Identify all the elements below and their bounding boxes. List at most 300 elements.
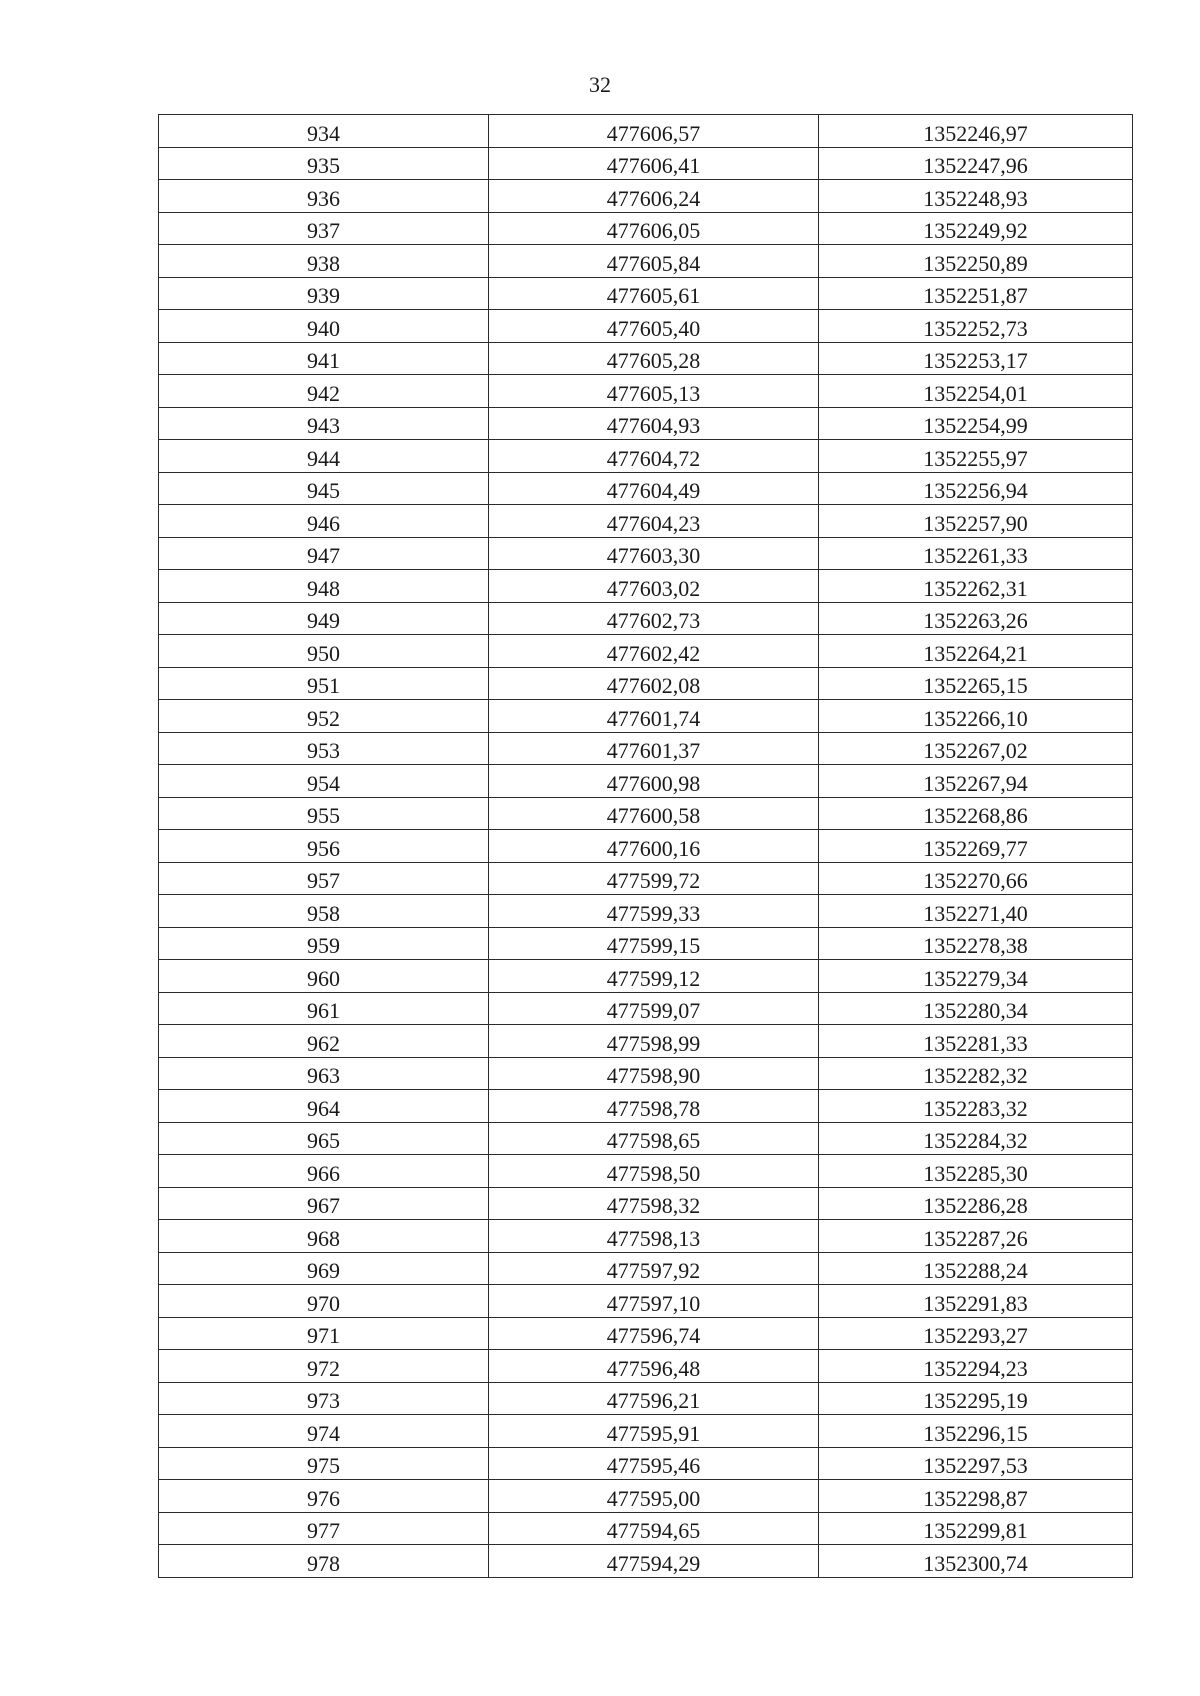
y-coordinate-cell <box>819 245 1133 278</box>
y-coordinate-text: 1352261,33 <box>923 543 1028 568</box>
x-coordinate-text: 477598,50 <box>606 1160 701 1186</box>
table-row <box>159 992 1133 1025</box>
coordinates-table-body <box>159 115 1133 1578</box>
point-number-text: 977 <box>307 1518 340 1543</box>
point-number-cell <box>159 895 489 928</box>
point-number-cell <box>159 862 489 895</box>
y-coordinate-cell <box>819 1545 1133 1578</box>
x-coordinate-cell <box>489 245 819 278</box>
point-number-cell <box>159 1512 489 1545</box>
table-row <box>159 1220 1133 1253</box>
x-coordinate-cell <box>489 212 819 245</box>
point-number-text: 976 <box>307 1485 340 1511</box>
table-row <box>159 1187 1133 1220</box>
x-coordinate-text: 477603,30 <box>606 543 701 568</box>
x-coordinate-cell <box>489 797 819 830</box>
table-row <box>159 375 1133 408</box>
x-coordinate-text: 477606,41 <box>606 153 701 178</box>
point-number-text: 952 <box>307 705 340 731</box>
x-coordinate-cell <box>489 1447 819 1480</box>
point-number-cell <box>159 1090 489 1123</box>
y-coordinate-cell <box>819 732 1133 765</box>
x-coordinate-text: 477602,08 <box>606 673 701 698</box>
x-coordinate-cell <box>489 310 819 343</box>
y-coordinate-text: 1352282,32 <box>923 1063 1028 1088</box>
x-coordinate-cell <box>489 277 819 310</box>
table-row <box>159 862 1133 895</box>
y-coordinate-text: 1352256,94 <box>923 478 1028 503</box>
x-coordinate-text: 477601,37 <box>606 738 701 763</box>
x-coordinate-cell <box>489 472 819 505</box>
y-coordinate-cell <box>819 1220 1133 1253</box>
point-number-cell <box>159 992 489 1025</box>
point-number-cell <box>159 310 489 343</box>
x-coordinate-cell <box>489 407 819 440</box>
x-coordinate-cell <box>489 440 819 473</box>
point-number-text: 946 <box>307 510 340 536</box>
y-coordinate-cell <box>819 1382 1133 1415</box>
table-row <box>159 1057 1133 1090</box>
y-coordinate-cell <box>819 635 1133 668</box>
y-coordinate-cell <box>819 277 1133 310</box>
y-coordinate-text: 1352300,74 <box>923 1550 1028 1576</box>
y-coordinate-text: 1352296,15 <box>923 1420 1028 1446</box>
point-number-text: 948 <box>307 575 340 601</box>
x-coordinate-text: 477601,74 <box>606 705 701 731</box>
table-row <box>159 505 1133 538</box>
table-row <box>159 1350 1133 1383</box>
point-number-cell <box>159 765 489 798</box>
table-row <box>159 1382 1133 1415</box>
x-coordinate-cell <box>489 1350 819 1383</box>
table-row <box>159 732 1133 765</box>
x-coordinate-text: 477600,58 <box>606 803 701 828</box>
y-coordinate-text: 1352293,27 <box>923 1323 1028 1348</box>
x-coordinate-text: 477605,40 <box>606 315 701 341</box>
table-row <box>159 342 1133 375</box>
table-row <box>159 537 1133 570</box>
table-row <box>159 407 1133 440</box>
y-coordinate-text: 1352270,66 <box>923 868 1028 893</box>
x-coordinate-cell <box>489 1187 819 1220</box>
y-coordinate-cell <box>819 927 1133 960</box>
y-coordinate-text: 1352287,26 <box>923 1225 1028 1251</box>
x-coordinate-cell <box>489 700 819 733</box>
table-row <box>159 245 1133 278</box>
point-number-text: 956 <box>307 835 340 861</box>
table-row <box>159 830 1133 863</box>
x-coordinate-text: 477595,46 <box>606 1453 701 1478</box>
x-coordinate-cell <box>489 1122 819 1155</box>
x-coordinate-text: 477606,24 <box>606 185 701 211</box>
x-coordinate-cell <box>489 1545 819 1578</box>
table-row <box>159 1447 1133 1480</box>
x-coordinate-text: 477602,42 <box>606 640 701 666</box>
point-number-text: 949 <box>307 608 340 633</box>
x-coordinate-text: 477604,72 <box>606 445 701 471</box>
table-row <box>159 960 1133 993</box>
x-coordinate-text: 477604,23 <box>606 510 701 536</box>
y-coordinate-cell <box>819 1480 1133 1513</box>
y-coordinate-text: 1352269,77 <box>923 835 1028 861</box>
x-coordinate-text: 477599,33 <box>606 900 701 926</box>
y-coordinate-text: 1352284,32 <box>923 1128 1028 1153</box>
point-number-cell <box>159 732 489 765</box>
x-coordinate-text: 477605,61 <box>606 283 701 308</box>
y-coordinate-cell <box>819 1415 1133 1448</box>
point-number-text: 969 <box>307 1258 340 1283</box>
point-number-text: 935 <box>307 153 340 178</box>
y-coordinate-text: 1352254,99 <box>923 413 1028 438</box>
table-row <box>159 1480 1133 1513</box>
table-row <box>159 797 1133 830</box>
y-coordinate-text: 1352291,83 <box>923 1290 1028 1316</box>
y-coordinate-text: 1352297,53 <box>923 1453 1028 1478</box>
point-number-cell <box>159 147 489 180</box>
x-coordinate-cell <box>489 505 819 538</box>
point-number-text: 954 <box>307 770 340 796</box>
x-coordinate-cell <box>489 992 819 1025</box>
point-number-cell <box>159 927 489 960</box>
x-coordinate-text: 477598,99 <box>606 1030 701 1056</box>
point-number-text: 958 <box>307 900 340 926</box>
table-row <box>159 927 1133 960</box>
point-number-cell <box>159 1057 489 1090</box>
y-coordinate-cell <box>819 440 1133 473</box>
y-coordinate-cell <box>819 765 1133 798</box>
table-row <box>159 1122 1133 1155</box>
y-coordinate-cell <box>819 1187 1133 1220</box>
x-coordinate-cell <box>489 1025 819 1058</box>
x-coordinate-text: 477598,65 <box>606 1128 701 1153</box>
x-coordinate-text: 477595,91 <box>606 1420 701 1446</box>
point-number-text: 978 <box>307 1550 340 1576</box>
y-coordinate-cell <box>819 1122 1133 1155</box>
x-coordinate-cell <box>489 570 819 603</box>
y-coordinate-cell <box>819 895 1133 928</box>
table-row <box>159 765 1133 798</box>
x-coordinate-text: 477603,02 <box>606 575 701 601</box>
y-coordinate-text: 1352285,30 <box>923 1160 1028 1186</box>
table-row <box>159 180 1133 213</box>
point-number-cell <box>159 602 489 635</box>
point-number-cell <box>159 180 489 213</box>
x-coordinate-text: 477594,65 <box>606 1518 701 1543</box>
y-coordinate-text: 1352251,87 <box>923 283 1028 308</box>
y-coordinate-text: 1352254,01 <box>923 380 1028 406</box>
table-row <box>159 1155 1133 1188</box>
point-number-cell <box>159 635 489 668</box>
point-number-cell <box>159 1025 489 1058</box>
point-number-cell <box>159 960 489 993</box>
point-number-text: 951 <box>307 673 340 698</box>
point-number-text: 937 <box>307 218 340 243</box>
x-coordinate-cell <box>489 895 819 928</box>
x-coordinate-cell <box>489 1155 819 1188</box>
y-coordinate-text: 1352299,81 <box>923 1518 1028 1543</box>
x-coordinate-text: 477605,13 <box>606 380 701 406</box>
point-number-text: 953 <box>307 738 340 763</box>
x-coordinate-cell <box>489 1252 819 1285</box>
table-row <box>159 602 1133 635</box>
point-number-text: 961 <box>307 998 340 1023</box>
point-number-text: 934 <box>307 120 340 146</box>
point-number-text: 955 <box>307 803 340 828</box>
y-coordinate-cell <box>819 1155 1133 1188</box>
page-number: 32 <box>589 72 611 97</box>
point-number-text: 971 <box>307 1323 340 1348</box>
y-coordinate-text: 1352281,33 <box>923 1030 1028 1056</box>
y-coordinate-text: 1352267,02 <box>923 738 1028 763</box>
point-number-text: 936 <box>307 185 340 211</box>
point-number-cell <box>159 342 489 375</box>
y-coordinate-text: 1352286,28 <box>923 1193 1028 1218</box>
x-coordinate-cell <box>489 1382 819 1415</box>
y-coordinate-cell <box>819 1090 1133 1123</box>
point-number-cell <box>159 472 489 505</box>
y-coordinate-text: 1352246,97 <box>923 120 1028 146</box>
point-number-text: 939 <box>307 283 340 308</box>
x-coordinate-cell <box>489 960 819 993</box>
y-coordinate-text: 1352295,19 <box>923 1388 1028 1413</box>
y-coordinate-text: 1352252,73 <box>923 315 1028 341</box>
y-coordinate-cell <box>819 1512 1133 1545</box>
y-coordinate-text: 1352257,90 <box>923 510 1028 536</box>
y-coordinate-text: 1352288,24 <box>923 1258 1028 1283</box>
point-number-text: 960 <box>307 965 340 991</box>
x-coordinate-text: 477604,49 <box>606 478 701 503</box>
y-coordinate-text: 1352247,96 <box>923 153 1028 178</box>
point-number-cell <box>159 1122 489 1155</box>
table-row <box>159 1415 1133 1448</box>
y-coordinate-text: 1352298,87 <box>923 1485 1028 1511</box>
y-coordinate-cell <box>819 407 1133 440</box>
y-coordinate-cell <box>819 115 1133 148</box>
y-coordinate-cell <box>819 797 1133 830</box>
point-number-text: 965 <box>307 1128 340 1153</box>
point-number-cell <box>159 537 489 570</box>
point-number-text: 963 <box>307 1063 340 1088</box>
x-coordinate-text: 477605,28 <box>606 348 701 373</box>
x-coordinate-text: 477596,74 <box>606 1323 701 1348</box>
table-row <box>159 635 1133 668</box>
table-row <box>159 277 1133 310</box>
point-number-cell <box>159 1187 489 1220</box>
y-coordinate-text: 1352264,21 <box>923 640 1028 666</box>
table-row <box>159 1285 1133 1318</box>
y-coordinate-cell <box>819 212 1133 245</box>
y-coordinate-text: 1352268,86 <box>923 803 1028 828</box>
point-number-cell <box>159 212 489 245</box>
point-number-cell <box>159 1350 489 1383</box>
point-number-cell <box>159 375 489 408</box>
table-row <box>159 700 1133 733</box>
x-coordinate-text: 477599,07 <box>606 998 701 1023</box>
point-number-text: 972 <box>307 1355 340 1381</box>
x-coordinate-text: 477600,98 <box>606 770 701 796</box>
table-row <box>159 440 1133 473</box>
point-number-cell <box>159 245 489 278</box>
y-coordinate-text: 1352263,26 <box>923 608 1028 633</box>
y-coordinate-text: 1352262,31 <box>923 575 1028 601</box>
x-coordinate-cell <box>489 180 819 213</box>
y-coordinate-text: 1352250,89 <box>923 250 1028 276</box>
y-coordinate-cell <box>819 1057 1133 1090</box>
x-coordinate-text: 477604,93 <box>606 413 701 438</box>
y-coordinate-cell <box>819 667 1133 700</box>
x-coordinate-cell <box>489 732 819 765</box>
y-coordinate-cell <box>819 1350 1133 1383</box>
x-coordinate-text: 477598,13 <box>606 1225 701 1251</box>
y-coordinate-text: 1352249,92 <box>923 218 1028 243</box>
x-coordinate-text: 477599,12 <box>606 965 701 991</box>
point-number-cell <box>159 570 489 603</box>
x-coordinate-cell <box>489 1512 819 1545</box>
point-number-text: 942 <box>307 380 340 406</box>
y-coordinate-cell <box>819 147 1133 180</box>
x-coordinate-cell <box>489 1415 819 1448</box>
table-row <box>159 472 1133 505</box>
x-coordinate-text: 477602,73 <box>606 608 701 633</box>
table-row <box>159 115 1133 148</box>
y-coordinate-text: 1352278,38 <box>923 933 1028 958</box>
table-row <box>159 147 1133 180</box>
x-coordinate-cell <box>489 1317 819 1350</box>
y-coordinate-text: 1352280,34 <box>923 998 1028 1023</box>
point-number-cell <box>159 797 489 830</box>
table-row <box>159 212 1133 245</box>
x-coordinate-cell <box>489 927 819 960</box>
point-number-text: 959 <box>307 933 340 958</box>
y-coordinate-cell <box>819 342 1133 375</box>
x-coordinate-text: 477597,92 <box>606 1258 701 1283</box>
coordinates-table <box>158 114 1133 1578</box>
point-number-text: 950 <box>307 640 340 666</box>
y-coordinate-cell <box>819 992 1133 1025</box>
x-coordinate-cell <box>489 765 819 798</box>
x-coordinate-cell <box>489 1057 819 1090</box>
point-number-text: 967 <box>307 1193 340 1218</box>
x-coordinate-cell <box>489 342 819 375</box>
point-number-text: 947 <box>307 543 340 568</box>
y-coordinate-cell <box>819 700 1133 733</box>
table-row <box>159 310 1133 343</box>
point-number-cell <box>159 1382 489 1415</box>
x-coordinate-text: 477600,16 <box>606 835 701 861</box>
x-coordinate-text: 477595,00 <box>606 1485 701 1511</box>
x-coordinate-text: 477599,72 <box>606 868 701 893</box>
point-number-text: 957 <box>307 868 340 893</box>
y-coordinate-cell <box>819 1285 1133 1318</box>
point-number-text: 944 <box>307 445 340 471</box>
x-coordinate-cell <box>489 830 819 863</box>
point-number-cell <box>159 505 489 538</box>
point-number-cell <box>159 830 489 863</box>
x-coordinate-cell <box>489 1285 819 1318</box>
table-row <box>159 667 1133 700</box>
point-number-text: 945 <box>307 478 340 503</box>
point-number-text: 940 <box>307 315 340 341</box>
point-number-cell <box>159 1447 489 1480</box>
point-number-text: 975 <box>307 1453 340 1478</box>
point-number-text: 943 <box>307 413 340 438</box>
x-coordinate-cell <box>489 147 819 180</box>
x-coordinate-text: 477606,05 <box>606 218 701 243</box>
y-coordinate-cell <box>819 537 1133 570</box>
table-row <box>159 570 1133 603</box>
point-number-cell <box>159 1155 489 1188</box>
y-coordinate-cell <box>819 375 1133 408</box>
y-coordinate-cell <box>819 1317 1133 1350</box>
point-number-cell <box>159 1285 489 1318</box>
x-coordinate-cell <box>489 1220 819 1253</box>
y-coordinate-cell <box>819 1252 1133 1285</box>
table-row <box>159 1252 1133 1285</box>
y-coordinate-cell <box>819 602 1133 635</box>
y-coordinate-text: 1352248,93 <box>923 185 1028 211</box>
point-number-cell <box>159 1545 489 1578</box>
y-coordinate-cell <box>819 830 1133 863</box>
point-number-cell <box>159 1317 489 1350</box>
point-number-cell <box>159 115 489 148</box>
x-coordinate-text: 477594,29 <box>606 1550 701 1576</box>
point-number-cell <box>159 700 489 733</box>
y-coordinate-text: 1352271,40 <box>923 900 1028 926</box>
x-coordinate-cell <box>489 667 819 700</box>
y-coordinate-text: 1352255,97 <box>923 445 1028 471</box>
point-number-text: 968 <box>307 1225 340 1251</box>
x-coordinate-cell <box>489 537 819 570</box>
y-coordinate-cell <box>819 570 1133 603</box>
x-coordinate-text: 477598,90 <box>606 1063 701 1088</box>
y-coordinate-cell <box>819 1447 1133 1480</box>
table-row <box>159 1025 1133 1058</box>
y-coordinate-cell <box>819 1025 1133 1058</box>
y-coordinate-text: 1352267,94 <box>923 770 1028 796</box>
table-row <box>159 1512 1133 1545</box>
point-number-cell <box>159 1252 489 1285</box>
point-number-text: 938 <box>307 250 340 276</box>
x-coordinate-text: 477596,21 <box>606 1388 701 1413</box>
y-coordinate-cell <box>819 310 1133 343</box>
point-number-text: 966 <box>307 1160 340 1186</box>
point-number-text: 941 <box>307 348 340 373</box>
point-number-cell <box>159 440 489 473</box>
point-number-cell <box>159 277 489 310</box>
table-row <box>159 1545 1133 1578</box>
x-coordinate-text: 477597,10 <box>606 1290 701 1316</box>
y-coordinate-text: 1352279,34 <box>923 965 1028 991</box>
point-number-cell <box>159 1480 489 1513</box>
x-coordinate-cell <box>489 1480 819 1513</box>
table-row <box>159 1090 1133 1123</box>
y-coordinate-cell <box>819 960 1133 993</box>
x-coordinate-cell <box>489 1090 819 1123</box>
x-coordinate-text: 477598,32 <box>606 1193 701 1218</box>
table-row <box>159 1317 1133 1350</box>
y-coordinate-cell <box>819 180 1133 213</box>
x-coordinate-cell <box>489 862 819 895</box>
point-number-text: 973 <box>307 1388 340 1413</box>
x-coordinate-text: 477596,48 <box>606 1355 701 1381</box>
y-coordinate-cell <box>819 472 1133 505</box>
point-number-cell <box>159 667 489 700</box>
x-coordinate-cell <box>489 602 819 635</box>
y-coordinate-text: 1352266,10 <box>923 705 1028 731</box>
y-coordinate-text: 1352283,32 <box>923 1095 1028 1121</box>
point-number-cell <box>159 1415 489 1448</box>
x-coordinate-text: 477599,15 <box>606 933 701 958</box>
